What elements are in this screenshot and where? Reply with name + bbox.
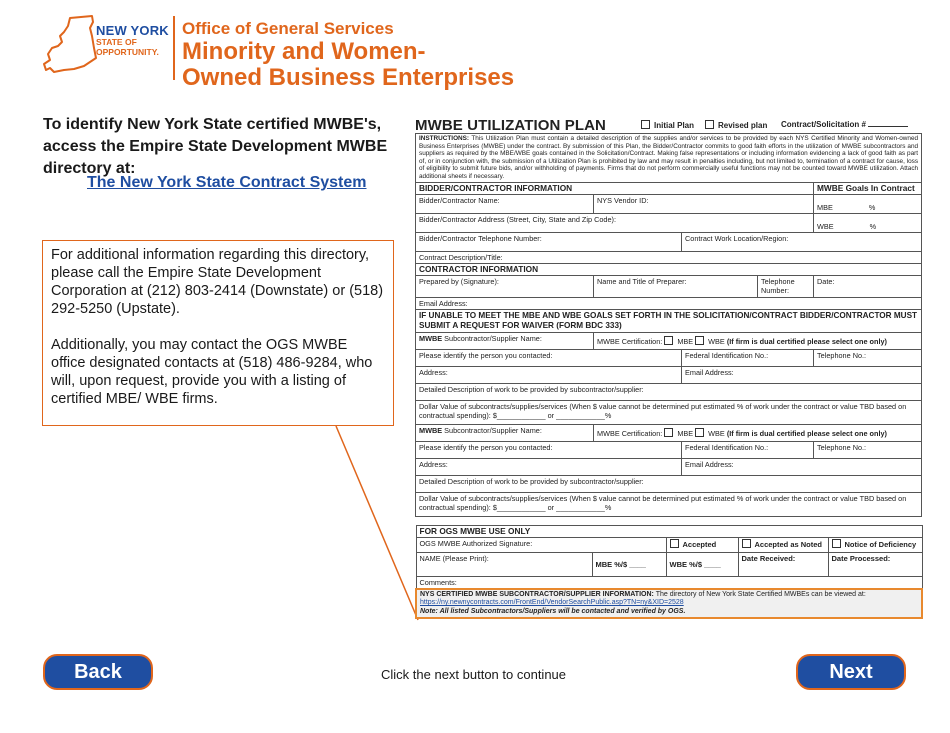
bidder-address-field[interactable]: Bidder/Contractor Address (Street, City, State and Zip Code): xyxy=(416,213,814,232)
continue-instruction: Click the next button to continue xyxy=(381,667,567,682)
nys-certified-info: NYS CERTIFIED MWBE SUBCONTRACTOR/SUPPLIER INFORMATION: The directory of New York State Certified MWBEs can be viewed at: https://ny.newnycontracts.com/FrontEnd/VendorSearchPublic.asp?TN=ny&XID=2528 Note: All listed Subcontractors/Suppliers will be contacted and verified by OGS. xyxy=(416,589,922,619)
initial-plan-checkbox[interactable] xyxy=(641,120,650,129)
nys-logo-wordmark xyxy=(96,24,169,56)
wbe-goal-field[interactable]: WBE % xyxy=(814,213,922,232)
logo-line-3: OPPORTUNITY. xyxy=(96,46,159,57)
sub2-wbe-checkbox[interactable] xyxy=(695,428,704,437)
sub2-contact-field[interactable]: Please identify the person you contacted: xyxy=(416,441,682,458)
accepted-option[interactable]: Accepted xyxy=(666,537,738,552)
instructions-cell: INSTRUCTIONS: This Utilization Plan must contain a detailed description of the supplies and/or services to be provided by each NYS Certified Minority and Women-owned Business Enterprises (MWBE) under the contract. By submission of this Plan, the Bidder/Contractor commits to good faith efforts in the utilization of MWBE subcontractors and suppliers as required by the MBE/WBE goals contained in the Solicitation/Contract. Making false representations or including information evidencing a lack of good faith as part of, or in conjunction with, the submission of a Utilization Plan is prohibited by law and may result in penalties including, but not limited to, termination of a contract for cause, loss of eligibility to submit future bids, and/or withholding of payments. Firms that do not perform commercially useful functions may not be counted toward MWBE utilization. Attach additional sheets if necessary. xyxy=(416,134,922,183)
bidder-name-field[interactable]: Bidder/Contractor Name: xyxy=(416,194,594,213)
logo-line-1: NEW YORK xyxy=(96,23,169,38)
notice-deficiency-option[interactable]: Notice of Deficiency xyxy=(828,537,922,552)
accepted-noted-checkbox[interactable] xyxy=(742,539,751,548)
ogs-use-header: FOR OGS MWBE USE ONLY xyxy=(416,525,922,537)
waiver-notice: IF UNABLE TO MEET THE MBE AND WBE GOALS SET FORTH IN THE SOLICITATION/CONTRACT BIDDER/CONTRACTOR MUST SUBMIT A REQUEST FOR WAIVER (FORM BDC 333) xyxy=(416,309,922,332)
prepared-date-field[interactable]: Date: xyxy=(814,275,922,297)
sub2-federal-id-field[interactable]: Federal Identification No.: xyxy=(682,441,814,458)
sub1-mbe-checkbox[interactable] xyxy=(664,336,673,345)
sub1-work-description-field[interactable]: Detailed Description of work to be provided by subcontractor/supplier: xyxy=(416,383,922,400)
contractor-info-header: CONTRACTOR INFORMATION xyxy=(416,263,922,275)
work-location-field[interactable]: Contract Work Location/Region: xyxy=(682,232,922,251)
mbe-pct-field[interactable]: MBE %/$ ____ xyxy=(592,552,666,576)
sub1-wbe-checkbox[interactable] xyxy=(695,336,704,345)
header-divider xyxy=(173,16,175,80)
accepted-noted-option[interactable]: Accepted as Noted xyxy=(738,537,828,552)
contract-solicitation-field[interactable] xyxy=(781,120,908,129)
program-name-line-2: Owned Business Enterprises xyxy=(182,64,515,91)
sub1-telephone-field[interactable]: Telephone No.: xyxy=(814,349,922,366)
initial-plan-label: Initial Plan xyxy=(654,121,695,130)
sub1-email-field[interactable]: Email Address: xyxy=(682,366,922,383)
contract-solicitation-label: Contract/Solicitation # xyxy=(781,120,866,129)
notice-deficiency-checkbox[interactable] xyxy=(832,539,841,548)
sub1-name-field[interactable]: MWBE Subcontractor/Supplier Name: xyxy=(416,332,594,349)
revised-plan-label: Revised plan xyxy=(718,121,768,130)
form-main-table xyxy=(415,133,922,517)
sub2-email-field[interactable]: Email Address: xyxy=(682,458,922,475)
goals-header: MWBE Goals In Contract xyxy=(814,182,922,194)
name-print-field[interactable]: NAME (Please Print): xyxy=(416,552,592,576)
preparer-name-field[interactable]: Name and Title of Preparer: xyxy=(594,275,758,297)
revised-plan-checkbox[interactable] xyxy=(705,120,714,129)
sub2-address-field[interactable]: Address: xyxy=(416,458,682,475)
mwbe-utilization-plan-form xyxy=(415,113,921,619)
sub1-address-field[interactable]: Address: xyxy=(416,366,682,383)
logo-line-2: STATE OF xyxy=(96,37,137,47)
ogs-use-table xyxy=(415,525,923,620)
revised-plan-option[interactable] xyxy=(705,120,767,130)
vendor-search-link[interactable]: https://ny.newnycontracts.com/FrontEnd/VendorSearchPublic.asp?TN=ny&XID=2528 xyxy=(420,599,684,607)
comments-field[interactable]: Comments: xyxy=(416,576,922,589)
contract-system-link[interactable]: The New York State Contract System xyxy=(87,174,367,191)
office-name: Office of General Services xyxy=(182,19,394,38)
bidder-info-header: BIDDER/CONTRACTOR INFORMATION xyxy=(416,182,814,194)
sub2-work-description-field[interactable]: Detailed Description of work to be provided by subcontractor/supplier: xyxy=(416,475,922,492)
form-title: MWBE UTILIZATION PLAN xyxy=(415,117,606,134)
bidder-phone-field[interactable]: Bidder/Contractor Telephone Number: xyxy=(416,232,682,251)
sub1-certification[interactable]: MWBE Certification: MBE WBE (If firm is dual certified please select one only) xyxy=(594,332,922,349)
sub2-certification[interactable]: MWBE Certification: MBE WBE (If firm is dual certified please select one only) xyxy=(594,424,922,441)
preparer-email-field[interactable]: Email Address: xyxy=(416,297,922,309)
info-paragraph-1: For additional information regarding this directory, please call the Empire State Development Corporation at (212) 803-2414 (Downstate) or (518) 292-5250 (Upstate). xyxy=(51,247,384,317)
info-box xyxy=(42,240,394,426)
sub2-name-field[interactable]: MWBE Subcontractor/Supplier Name: xyxy=(416,424,594,441)
date-received-field[interactable]: Date Received: xyxy=(738,552,828,576)
sub1-federal-id-field[interactable]: Federal Identification No.: xyxy=(682,349,814,366)
sub2-telephone-field[interactable]: Telephone No.: xyxy=(814,441,922,458)
sub1-contact-field[interactable]: Please identify the person you contacted: xyxy=(416,349,682,366)
date-processed-field[interactable]: Date Processed: xyxy=(828,552,922,576)
back-button[interactable]: Back xyxy=(43,654,153,690)
sub1-dollar-value-field[interactable]: Dollar Value of subcontracts/supplies/services (When $ value cannot be determined put estimated % of work under the contract or value TBD based on contractual spending): $____________ or ____________% xyxy=(416,400,922,424)
contract-description-field[interactable]: Contract Description/Title: xyxy=(416,251,922,263)
header-title xyxy=(182,19,514,91)
directory-heading: To identify New York State certified MWBE's, access the Empire State Development MWBE directory at: xyxy=(43,116,388,177)
info-paragraph-2: Additionally, you may contact the OGS MWBE office designated contacts at (518) 486-9284, who will, upon request, provide you with a listing of certified MBE/ WBE firms. xyxy=(51,337,373,407)
initial-plan-option[interactable] xyxy=(641,120,694,130)
preparer-telephone-field[interactable]: Telephone Number: xyxy=(758,275,814,297)
accepted-checkbox[interactable] xyxy=(670,539,679,548)
wbe-pct-field[interactable]: WBE %/$ ____ xyxy=(666,552,738,576)
prepared-by-field[interactable]: Prepared by (Signature): xyxy=(416,275,594,297)
sub2-dollar-value-field[interactable]: Dollar Value of subcontracts/supplies/services (When $ value cannot be determined put estimated % of work under the contract or value TBD based on contractual spending): $____________ or ____________% xyxy=(416,492,922,516)
program-name-line-1: Minority and Women- xyxy=(182,38,426,65)
sub2-mbe-checkbox[interactable] xyxy=(664,428,673,437)
mbe-goal-field[interactable]: MBE % xyxy=(814,194,922,213)
ogs-signature-field[interactable]: OGS MWBE Authorized Signature: xyxy=(416,537,666,552)
vendor-id-field[interactable]: NYS Vendor ID: xyxy=(594,194,814,213)
new-york-state-map-icon xyxy=(40,14,100,76)
verification-note: Note: All listed Subcontractors/Suppliers will be contacted and verified by OGS. xyxy=(420,607,686,615)
next-button[interactable]: Next xyxy=(796,654,906,690)
